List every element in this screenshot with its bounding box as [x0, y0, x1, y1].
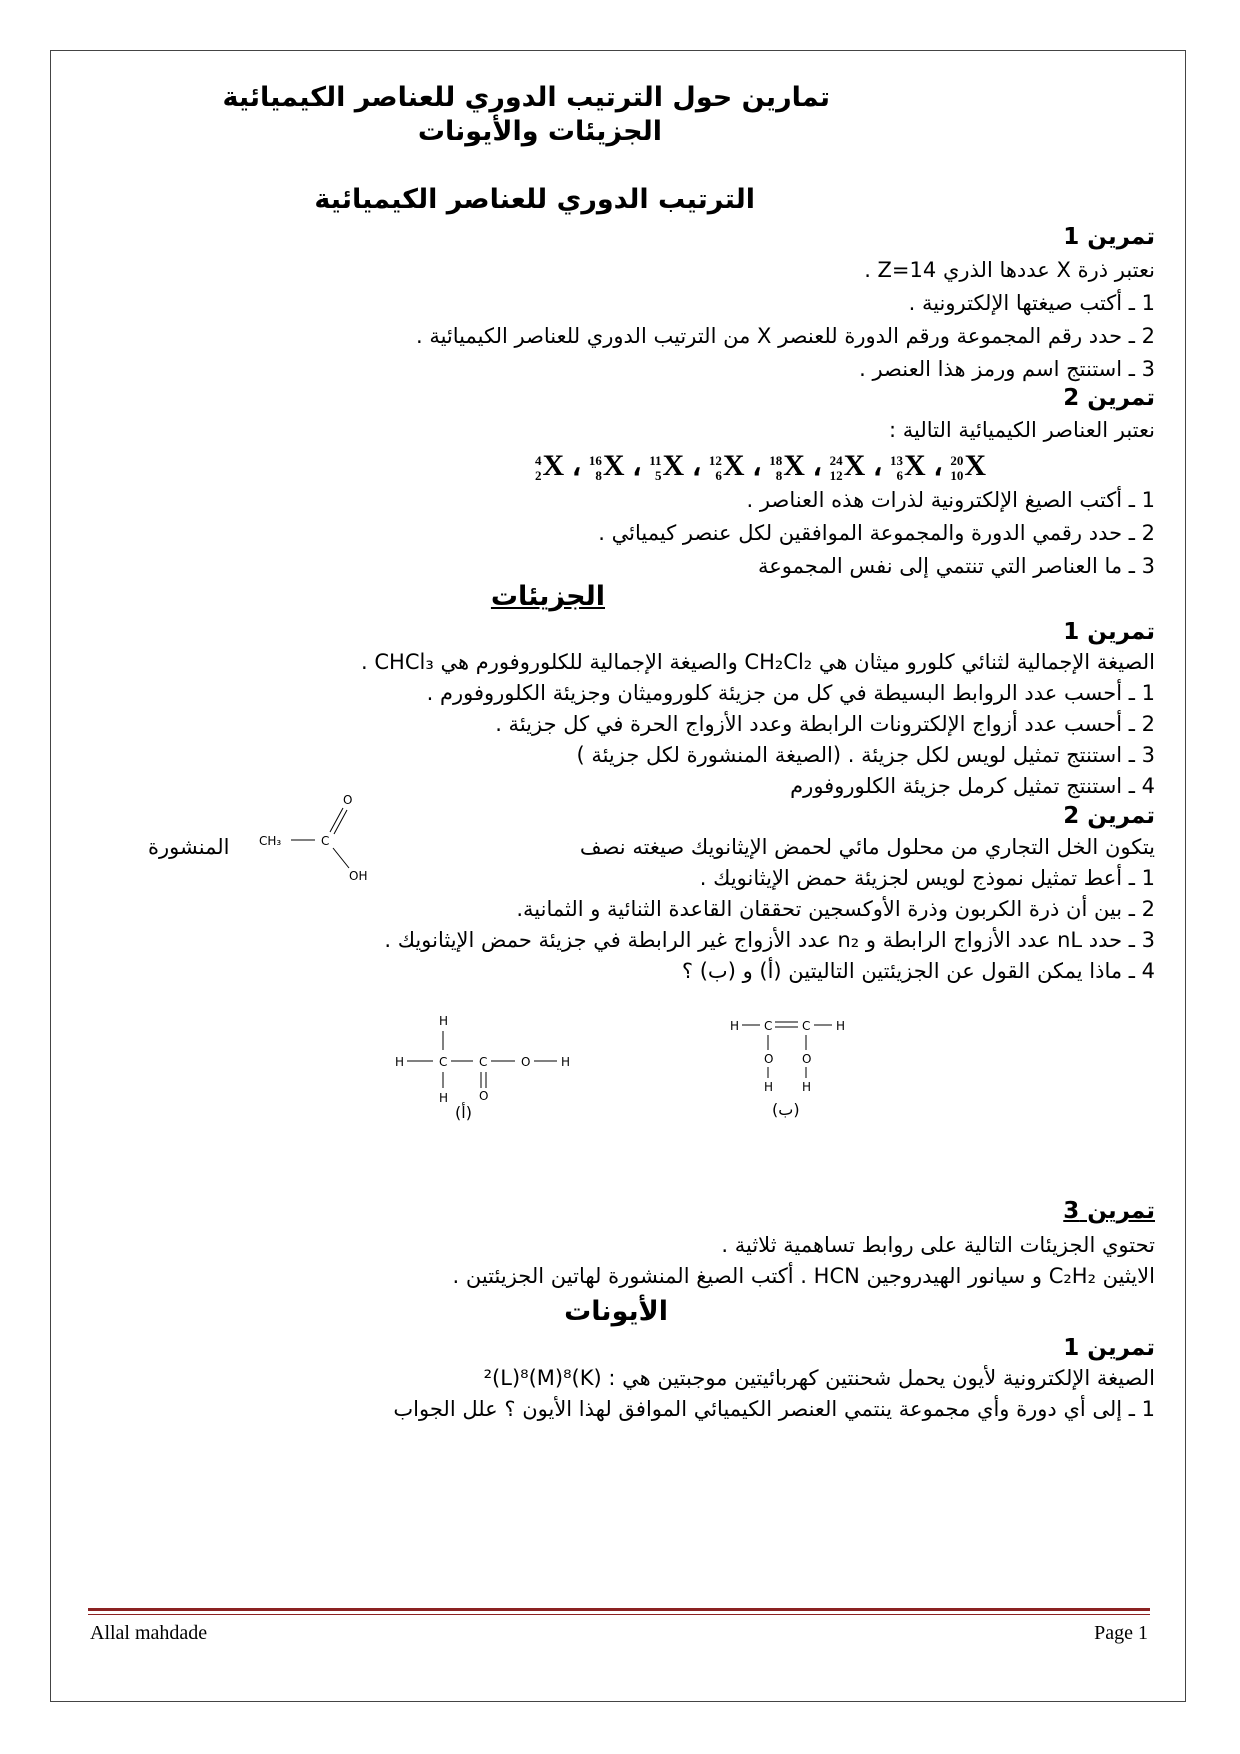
nuclide-symbol	[769, 449, 805, 482]
formula-o: O	[343, 793, 353, 807]
element-letter: X	[542, 449, 565, 482]
svg-text:H: H	[730, 1019, 740, 1033]
svg-text:O: O	[479, 1089, 489, 1103]
svg-text:O: O	[764, 1052, 774, 1066]
exercise-line: الصيغة الإلكترونية لأيون يحمل شحنتين كهربائيتين موجبتين هي : (K)²(L)⁸(M)⁸	[483, 1366, 1155, 1390]
exercise-line: 3 ـ استنتج اسم ورمز هذا العنصر .	[859, 357, 1155, 381]
formula-ch3: CH₃	[259, 834, 282, 848]
svg-text:O: O	[521, 1055, 531, 1069]
svg-text:H: H	[561, 1055, 571, 1069]
exercise-line: 3 ـ حدد nL عدد الأزواج الرابطة و n₂ عدد الأزواج غير الرابطة في جزيئة حمض الإيثانويك .	[384, 928, 1155, 952]
svg-text:C: C	[439, 1055, 448, 1069]
exercise-line: 4 ـ ماذا يمكن القول عن الجزيئتين التاليتين (أ) و (ب) ؟	[681, 959, 1155, 983]
atomic-number: 8	[595, 468, 602, 484]
element-letter: X	[903, 449, 926, 482]
svg-text:C: C	[764, 1019, 773, 1033]
mass-number: 13	[889, 453, 903, 469]
footer-page-number: Page 1	[1094, 1622, 1148, 1644]
atomic-number: 6	[715, 468, 722, 484]
molecule-a-label: (أ)	[455, 1103, 472, 1122]
exercise-line: 3 ـ استنتج تمثيل لويس لكل جزيئة . (الصيغة المنشورة لكل جزيئة )	[576, 743, 1155, 767]
atomic-number: 5	[655, 468, 662, 484]
mass-number: 4	[535, 453, 542, 469]
exercise-heading: تمرين 1	[1063, 1335, 1155, 1361]
exercise-heading: تمرين 1	[1063, 619, 1155, 645]
exercise-line: 2 ـ حدد رقم المجموعة ورقم الدورة للعنصر X من الترتيب الدوري للعناصر الكيميائية .	[415, 324, 1155, 348]
exercise-line: الايثين C₂H₂ و سيانور الهيدروجين HCN . أكتب الصيغ المنشورة لهاتين الجزيئتين .	[452, 1264, 1155, 1288]
svg-text:C: C	[802, 1019, 811, 1033]
exercise-line: 2 ـ حدد رقمي الدورة والمجموعة الموافقين لكل عنصر كيميائي .	[598, 521, 1155, 545]
nuclide-symbol	[950, 449, 986, 482]
exercise-line: 3 ـ ما العناصر التي تنتمي إلى نفس المجموعة	[757, 554, 1155, 578]
atomic-number: 12	[829, 468, 843, 484]
mass-number: 11	[649, 453, 662, 469]
separator: ،	[925, 449, 951, 482]
exercise-heading: تمرين 1	[1063, 224, 1155, 250]
mass-number: 20	[950, 453, 964, 469]
separator: ،	[684, 449, 709, 482]
atomic-number: 2	[535, 468, 542, 484]
nuclide-symbol	[589, 449, 625, 482]
footer-rule	[88, 1608, 1150, 1611]
exercise-line: 1 ـ أكتب الصيغ الإلكترونية لذرات هذه العناصر .	[746, 488, 1155, 512]
exercise-line: 2 ـ أحسب عدد أزواج الإلكترونات الرابطة وعدد الأزواج الحرة في كل جزيئة .	[495, 712, 1155, 736]
mass-number: 18	[769, 453, 783, 469]
svg-text:H: H	[395, 1055, 405, 1069]
atomic-number: 8	[775, 468, 783, 484]
exercise-line: نعتبر العناصر الكيميائية التالية :	[889, 418, 1155, 442]
mass-number: 12	[708, 453, 722, 469]
exercise-line: 4 ـ استنتج تمثيل كرمل جزيئة الكلوروفورم	[790, 774, 1155, 798]
exercise-line: الصيغة الإجمالية لثنائي كلورو ميثان هي CH₂Cl₂ والصيغة الإجمالية للكلوروفورم هي CHCl₃ .	[361, 650, 1155, 674]
separator: ،	[865, 449, 890, 482]
element-letter: X	[722, 449, 745, 482]
exercise-heading: تمرين 3	[1063, 1198, 1155, 1224]
section-title-molecules: الجزيئات	[490, 581, 605, 612]
ethanoic-acid-formula	[255, 790, 385, 890]
exercise-line: 1 ـ أكتب صيغتها الإلكترونية .	[908, 291, 1155, 315]
exercise-line: 2 ـ بين أن ذرة الكربون وذرة الأوكسجين تحققان القاعدة الثنائية و الثمانية.	[516, 897, 1155, 921]
molecule-b-label: (ب)	[772, 1100, 800, 1119]
formula-oh: OH	[349, 869, 368, 883]
nuclide-symbol	[830, 449, 866, 482]
svg-text:H: H	[764, 1080, 774, 1094]
section-title-periodic: الترتيب الدوري للعناصر الكيميائية	[314, 184, 755, 215]
separator: ،	[804, 449, 830, 482]
nuclide-symbol	[649, 449, 684, 482]
section-title-ions: الأيونات	[564, 1296, 668, 1327]
nuclide-symbol	[890, 449, 926, 482]
svg-text:H: H	[802, 1080, 812, 1094]
mass-number: 24	[829, 453, 843, 469]
element-letter: X	[783, 449, 805, 482]
exercise-line: نعتبر ذرة X عددها الذري Z=14 .	[864, 258, 1155, 282]
nuclide-symbol	[535, 449, 564, 482]
exercise-line: 1 ـ أحسب عدد الروابط البسيطة في كل من جزيئة كلوروميثان وجزيئة الكلوروفورم .	[426, 681, 1155, 705]
exercise-line: تحتوي الجزيئات التالية على روابط تساهمية ثلاثية .	[721, 1233, 1155, 1257]
svg-text:H: H	[439, 1091, 449, 1105]
svg-text:H: H	[439, 1014, 449, 1028]
molecule-b-diagram	[722, 1010, 862, 1125]
element-symbols-row	[535, 448, 986, 483]
separator: ،	[744, 449, 770, 482]
page-title: تمارين حول الترتيب الدوري للعناصر الكيميائية	[222, 82, 830, 113]
element-letter: X	[662, 449, 685, 482]
footer-rule-thin	[88, 1614, 1150, 1615]
molecule-a-diagram	[385, 1000, 585, 1130]
exercise-line-left: المنشورة	[148, 835, 230, 859]
separator: ،	[564, 449, 589, 482]
exercise-line: يتكون الخل التجاري من محلول مائي لحمض الإيثانويك صيغته نصف	[579, 835, 1155, 859]
atomic-number: 10	[950, 468, 964, 484]
mass-number: 16	[588, 453, 602, 469]
exercise-line: 1 ـ أعط تمثيل نموذج لويس لجزيئة حمض الإيثانويك .	[699, 866, 1155, 890]
page-subtitle: الجزيئات والأيونات	[417, 116, 662, 147]
exercise-line: 1 ـ إلى أي دورة وأي مجموعة ينتمي العنصر الكيميائي الموافق لهذا الأيون ؟ علل الجواب	[393, 1397, 1155, 1421]
element-letter: X	[964, 449, 986, 482]
nuclide-symbol	[709, 449, 745, 482]
exercise-heading: تمرين 2	[1063, 803, 1155, 829]
atomic-number: 6	[896, 468, 903, 484]
svg-text:O: O	[802, 1052, 812, 1066]
svg-text:H: H	[836, 1019, 846, 1033]
element-letter: X	[602, 449, 625, 482]
footer-author: Allal mahdade	[90, 1622, 208, 1644]
separator: ،	[624, 449, 650, 482]
element-letter: X	[843, 449, 866, 482]
exercise-heading: تمرين 2	[1063, 385, 1155, 411]
svg-text:C: C	[479, 1055, 488, 1069]
formula-c: C	[321, 834, 330, 848]
